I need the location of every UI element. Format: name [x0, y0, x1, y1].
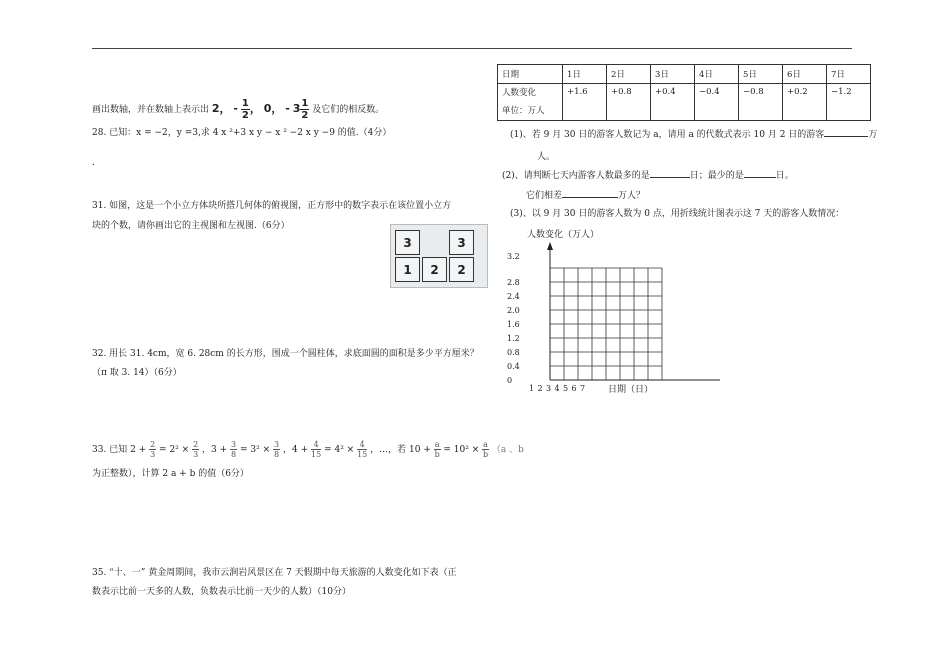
- chart-y-label: 人数变化（万人）: [527, 230, 600, 240]
- table-row: [498, 65, 871, 84]
- question-28: 28. 已知：x = −2，y =3,求 4 x ²+3 x y − x ² −2 x y −9 的值.（4分）: [92, 128, 392, 138]
- q33-term: ，4 +: [283, 445, 309, 455]
- q33-tail: （a 、b: [491, 445, 524, 455]
- q27-text2: 及它们的相反数。: [312, 105, 385, 115]
- grid-cell: 1: [395, 257, 420, 282]
- q33-term: 2 +: [130, 445, 147, 455]
- question-33-line1: [92, 437, 524, 463]
- q33-fraction: $\frac{4}{15}$: [311, 440, 322, 459]
- q33-term: = 3² ×: [240, 445, 271, 455]
- q33-fraction: $\frac{4}{15}$: [357, 440, 368, 459]
- q27-value-3: 0: [263, 102, 272, 115]
- q27-text1: 画出数轴，并在数轴上表示出: [92, 105, 210, 115]
- y-tick-label: 1.6: [507, 320, 520, 329]
- q27-value-4-sign: -: [285, 102, 290, 115]
- q27-value-4-int: 3: [292, 102, 301, 115]
- row-label-line2: 单位：万人: [502, 106, 545, 116]
- grid-cell: 2: [422, 257, 447, 282]
- header-rule: [92, 48, 852, 49]
- table-change: +1.6: [563, 84, 607, 121]
- table-day: 6日: [783, 65, 827, 84]
- q27-value-2-sign: -: [233, 102, 238, 115]
- question-32-line2: （π 取 3. 14）（6分）: [92, 368, 182, 378]
- table-change: +0.2: [783, 84, 827, 121]
- q33-term: = 2² ×: [159, 445, 190, 455]
- question-32-line1: 32. 用长 31. 4cm，宽 6. 28cm 的长方形，围成一个圆柱体，求底面圆的面积是多少平方厘米？: [92, 349, 479, 359]
- q33-fraction: $\frac{3}{8}$: [274, 440, 280, 459]
- answer-blank[interactable]: [824, 136, 868, 137]
- y-tick-label: 0.8: [507, 348, 520, 357]
- chart-x-label: 日期（日）: [608, 385, 654, 395]
- sub2-line2-tail: 万人？: [618, 191, 646, 201]
- table-row-label: [498, 84, 563, 121]
- q33-term: = 10² ×: [443, 445, 480, 455]
- blank-line-chart: [495, 236, 735, 398]
- sub1-line2: 人。: [537, 152, 556, 162]
- subquestion-2-line2: [526, 188, 645, 201]
- table-day: 4日: [695, 65, 739, 84]
- visitor-change-table: [497, 64, 871, 121]
- x-tick-label: 7: [580, 384, 586, 393]
- x-tick-label: 1: [529, 384, 535, 393]
- subquestion-1: [510, 127, 877, 140]
- grid-cell: 2: [449, 257, 474, 282]
- y-tick-label: 2.8: [507, 278, 520, 287]
- sub2-tail: 日。: [775, 171, 794, 181]
- y-tick-label: 2.0: [507, 306, 520, 315]
- row-label-line1: 人数变化: [502, 88, 537, 98]
- subquestion-3: (3)、以 9 月 30 日的游客人数为 0 点，用折线统计图表示这 7 天的游客人数情况：: [510, 209, 845, 219]
- y-axis-arrow: [547, 242, 553, 250]
- table-day: 1日: [563, 65, 607, 84]
- q33-fraction: $\frac{a}{b}$: [434, 440, 440, 459]
- table-change: +0.8: [607, 84, 651, 121]
- table-day: 7日: [827, 65, 871, 84]
- question-35-line2: 数表示比前一天多的人数，负数表示比前一天少的人数）（10分）: [92, 587, 351, 597]
- q33-fraction: $\frac{3}{8}$: [231, 440, 237, 459]
- q27-value-2-fraction: $\frac{1}{2}$: [241, 98, 249, 121]
- table-change: −0.8: [739, 84, 783, 121]
- q33-term: ，3 +: [202, 445, 228, 455]
- table-change: +0.4: [651, 84, 695, 121]
- x-tick-label: 6: [571, 384, 577, 393]
- question-31-line1: 31. 如图，这是一个小立方体块所搭几何体的俯视图，正方形中的数字表示在该位置小立方: [92, 201, 452, 211]
- q33-prefix: 33. 已知: [92, 445, 128, 455]
- top-view-figure: [390, 224, 488, 288]
- answer-blank[interactable]: [650, 177, 690, 178]
- sub2-mid: 日；最少的是: [689, 171, 744, 181]
- q27-value-4-fraction: $\frac{1}{2}$: [301, 98, 309, 121]
- y-tick-label: 1.2: [507, 334, 520, 343]
- question-27: 画出数轴，并在数轴上表示出 2， - $\frac{1}{2}$ ， 0， - 3 $\frac{1}{2}$ 及它们的相反数。: [92, 98, 385, 121]
- table-day: 5日: [739, 65, 783, 84]
- x-tick-label: 2: [537, 384, 543, 393]
- sub2-text: (2)、请判断七天内游客人数最多的是: [502, 171, 650, 181]
- table-day: 2日: [607, 65, 651, 84]
- question-33-line2: 为正整数），计算 2 a + b 的值（6分）: [92, 469, 249, 479]
- q33-term: = 4² ×: [324, 445, 355, 455]
- q28-dot: .: [92, 158, 95, 168]
- subquestion-2: [502, 168, 794, 181]
- table-change: −1.2: [827, 84, 871, 121]
- question-31-line2: 块的个数，请你画出它的主视图和左视图.（6分）: [92, 221, 290, 231]
- q33-fraction: $\frac{2}{3}$: [150, 440, 156, 459]
- grid-cell: 3: [449, 230, 474, 255]
- grid-cell: 3: [395, 230, 420, 255]
- y-tick-label: 3.2: [507, 252, 520, 261]
- answer-blank[interactable]: [562, 197, 618, 198]
- y-tick-label: 0.4: [507, 362, 520, 371]
- table-day: 3日: [651, 65, 695, 84]
- sub1-tail: 万: [868, 130, 878, 140]
- table-change: −0.4: [695, 84, 739, 121]
- y-tick-label: 0: [507, 376, 513, 385]
- answer-blank[interactable]: [744, 177, 776, 178]
- q27-value-1: 2: [211, 102, 220, 115]
- table-row: [498, 84, 871, 121]
- table-header-label: 日期: [498, 65, 563, 84]
- x-tick-label: 4: [554, 384, 560, 393]
- q33-term: ，…，若 10 +: [370, 445, 431, 455]
- q33-fraction: $\frac{2}{3}$: [193, 440, 199, 459]
- sub2-line2-text: 它们相差: [526, 191, 563, 201]
- sub1-text: (1)、若 9 月 30 日的游客人数记为 a，请用 a 的代数式表示 10 月 2 日的游客: [510, 130, 825, 140]
- x-tick-label: 3: [546, 384, 552, 393]
- x-tick-label: 5: [563, 384, 569, 393]
- y-tick-label: 2.4: [507, 292, 520, 301]
- question-35-line1: 35. “十、一” 黄金周期间，我市云涧岩风景区在 7 天假期中每天旅游的人数变化如下表（正: [92, 568, 457, 578]
- q33-fraction: $\frac{a}{b}$: [482, 440, 489, 459]
